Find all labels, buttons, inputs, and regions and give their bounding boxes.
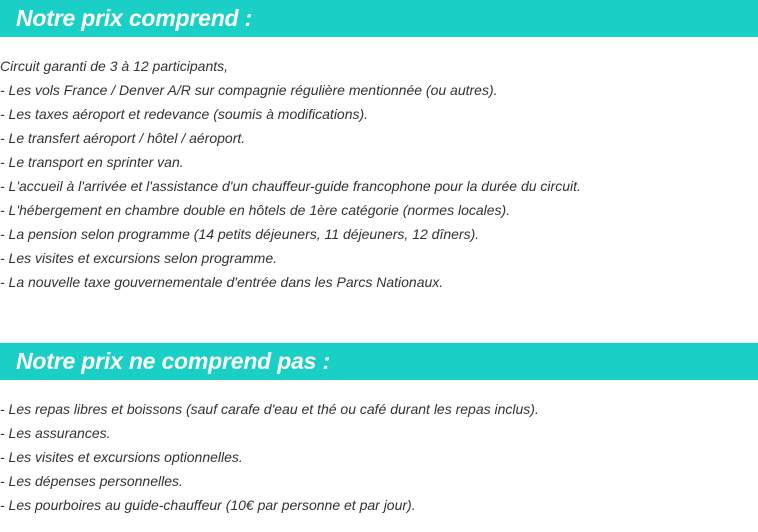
list-item: - L'hébergement en chambre double en hôtels de 1ère catégorie (normes locales). [0, 202, 511, 218]
list-item: - Les assurances. [0, 425, 111, 441]
list-item: - Les vols France / Denver A/R sur compagnie régulière mentionnée (ou autres). [0, 82, 498, 98]
list-item: - Les visites et excursions optionnelles. [0, 449, 243, 465]
list-item: - Le transfert aéroport / hôtel / aéroport. [0, 130, 246, 146]
excludes-title: Notre prix ne comprend pas : [16, 348, 330, 374]
list-item: - Les pourboires au guide-chauffeur (10€ par personne et par jour). [0, 497, 416, 513]
excludes-list [0, 397, 539, 517]
list-item: Circuit garanti de 3 à 12 participants, [0, 58, 229, 74]
list-item: - L'accueil à l'arrivée et l'assistance d'un chauffeur-guide francophone pour la durée du circuit. [0, 178, 581, 194]
includes-section-header [0, 0, 758, 37]
excludes-section-header [0, 343, 758, 380]
list-item: - La nouvelle taxe gouvernementale d'entrée dans les Parcs Nationaux. [0, 274, 444, 290]
includes-title: Notre prix comprend : [16, 5, 253, 31]
list-item: - Les visites et excursions selon programme. [0, 250, 277, 266]
list-item: - Les repas libres et boissons (sauf carafe d'eau et thé ou café durant les repas inclus). [0, 401, 539, 417]
list-item: - Les dépenses personnelles. [0, 473, 183, 489]
list-item: - Les taxes aéroport et redevance (soumis à modifications). [0, 106, 369, 122]
list-item: - Le transport en sprinter van. [0, 154, 184, 170]
includes-list [0, 54, 581, 294]
list-item: - La pension selon programme (14 petits déjeuners, 11 déjeuners, 12 dîners). [0, 226, 480, 242]
